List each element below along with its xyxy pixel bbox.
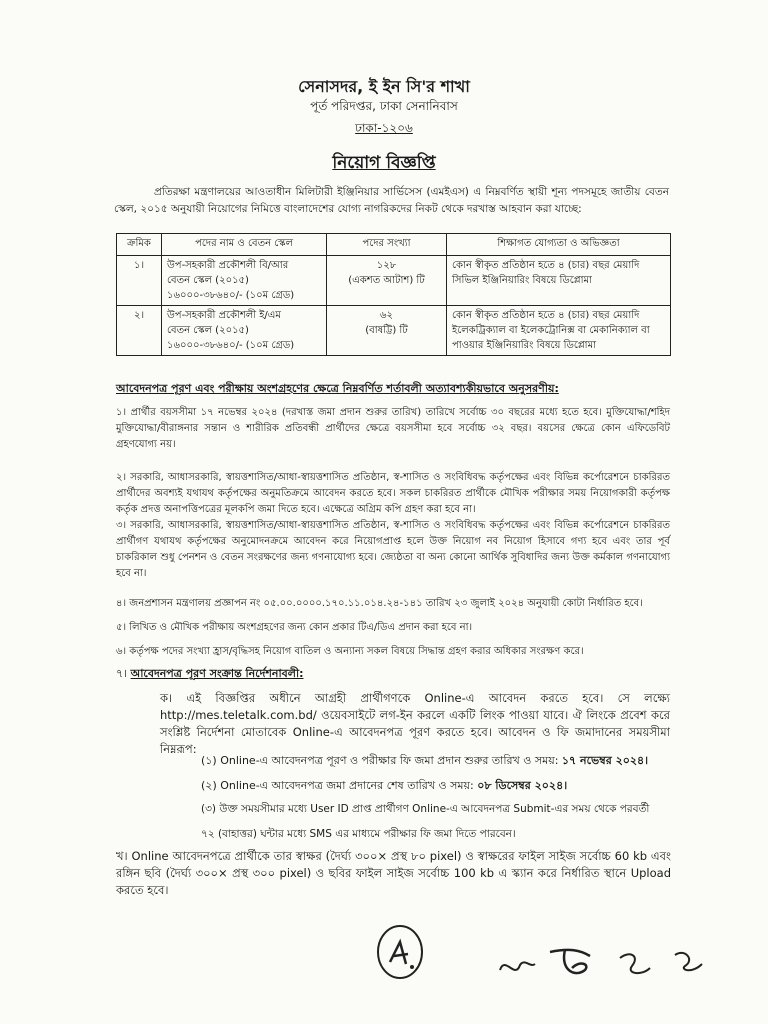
office-location: ঢাকা-১২০৬ [355, 121, 413, 135]
condition-3: ৩। সরকারি, আধাসরকারি, স্বায়ত্তশাসিত/আধা-স্বায়ত্তশাসিত প্রতিষ্ঠান, স্ব-শাসিত ও সংবিধিবদ্ধ কর্তৃপক্ষের এবং বিভিন্ন কর্পোরেশনে চাকরিরত প্রার্থীগণ যথাযথ কর্তৃপক্ষের অনুমোদনক্রমে আবেদন করে নিয়োগপ্রাপ্ত হলে উক্ত নিয়োগ নব নিয়োগ হিসাবে গণ্য হবে এবং তার পূর্ব চাকরিকাল শুধু পেনশন ও বেতন সংরক্ষণের জন্য গণনাযোগ্য হবে। জ্যেষ্ঠতা বা অন্য কোনো আর্থিক সুবিধাদির জন্য উক্ত কর্মকাল গণনাযোগ্য হবে না। [116, 520, 670, 579]
condition-1: ১। প্রার্থীর বয়সসীমা ১৭ নভেম্বর ২০২৪ (দরখাস্ত জমা প্রদান শুরুর তারিখ) তারিখে সর্বোচ্চ ৩০ বছরের মধ্যে হতে হবে। মুক্তিযোদ্ধা/শহিদ মুক্তিযোদ্ধা/বীরাঙ্গনার সন্তান ও শারীরিক প্রতিবন্ধী প্রার্থীদের ক্ষেত্রে বয়সসীমা হবে সর্বোচ্চ ৩২ বছর। বয়সের ক্ষেত্রে কোন এফিডেবিট গ্রহণযোগ্য নয়। [116, 407, 670, 450]
online-instruction-kha: খ। Online আবেদনপত্রে প্রার্থীকে তার স্বাক্ষর (দৈর্ঘ্য ৩০০× প্রস্থ ৮০ pixel) ও স্বাক্ষরের ফাইল সাইজ সর্বোচ্চ 60 kb এবং রঙ্গিন ছবি (দৈর্ঘ্য ৩০০× প্রস্থ ৩০০ pixel) ও ছবির ফাইল সাইজ সর্বোচ্চ 100 kb এ স্ক্যান করে নির্ধারিত স্থানে Upload করতে হবে। [116, 849, 671, 897]
initial-signature-icon [360, 922, 440, 982]
online-instruction-ka: ক। এই বিজ্ঞপ্তির অধীনে আগ্রহী প্রার্থীগণকে Online-এ আবেদন করতে হবে। সে লক্ষ্যে http://mes.teletalk.com.bd/ ওয়েবসাইটে লগ-ইন করলে একটি লিংক পাওয়া যাবে। ঐ লিংকে প্রবেশ করে সংশ্লিষ্ট নির্দেশনা মোতাবেক Online-এ আবেদনপত্র পূরণ করতে হবে। আবেদন ও ফি জমাদানের সময়সীমা নিম্নরূপ: [160, 691, 670, 756]
signatures-icon [480, 930, 720, 990]
page-title: নিয়োগ বিজ্ঞপ্তি [332, 153, 436, 173]
serial-cell: ১। [117, 256, 162, 306]
table-header-row [117, 234, 671, 256]
col-count-header: পদের সংখ্যা [327, 234, 447, 256]
table-row [117, 306, 671, 356]
col-serial-header: ক্রমিক [117, 234, 162, 256]
col-qualification-header: শিক্ষাগত যোগ্যতা ও অভিজ্ঞতা [447, 234, 671, 256]
table-row [117, 256, 671, 306]
online-fee-note-2: ৭২ (বাহাত্তর) ঘন্টার মধ্যে SMS এর মাধ্যমে পরীক্ষার ফি জমা দিতে পারবেন। [201, 828, 516, 840]
intro-paragraph: প্রতিরক্ষা মন্ত্রণালয়ের আওতাধীন মিলিটারী ইঞ্জিনিয়ার সার্ভিসেস (এমইএস) এ নিম্নবর্ণিত স্থায়ী শূন্য পদসমূহে জাতীয় বেতন স্কেল, ২০১৫ অনুযায়ী নিয়োগের নিমিত্তে বাংলাদেশের যোগ্য নাগরিকদের নিকট থেকে দরখাস্ত আহবান করা যাচ্ছে: [114, 186, 669, 215]
conditions-heading: আবেদনপত্র পূরণ এবং পরীক্ষায় অংশগ্রহণের ক্ষেত্রে নিম্নবর্ণিত শর্তাবলী অত্যাবশ্যকীয়ভাবে অনুসরণীয়: [116, 382, 559, 395]
online-start-date: (১) Online-এ আবেদনপত্র পূরণ ও পরীক্ষার ফি জমা প্রদান শুরুর তারিখ ও সময়: ১৭ নভেম্বর ২০২৪। [201, 754, 649, 767]
count-cell: ৬২ (বাষট্টি) টি [327, 306, 447, 356]
post-cell: উপ-সহকারী প্রকৌশলী বি/আর বেতন স্কেল (২০১৫) ১৬০০০-৩৮৬৪০/- (১০ম গ্রেড) [162, 256, 327, 306]
serial-cell: ২। [117, 306, 162, 356]
office-name: সেনাসদর, ই ইন সি'র শাখা [298, 77, 470, 96]
condition-4: ৪। জনপ্রশাসন মন্ত্রণালয় প্রজ্ঞাপন নং ০৫.০০.০০০০.১৭০.১১.০১৪.২৪-১৪১ তারিখ ২৩ জুলাই ২০২৪ অনুযায়ী কোটা নির্ধারিত হবে। [116, 598, 643, 609]
condition-5: ৫। লিখিত ও মৌখিক পরীক্ষায় অংশগ্রহণের জন্য কোন প্রকার টিএ/ডিএ প্রদান করা হবে না। [116, 622, 473, 633]
posts-table [116, 233, 671, 356]
office-subname: পূর্ত পরিদপ্তর, ঢাকা সেনানিবাস [310, 99, 458, 113]
condition-2: ২। সরকারি, আধাসরকারি, স্বায়ত্তশাসিত/আধা-স্বায়ত্তশাসিত প্রতিষ্ঠান, স্ব-শাসিত ও সংবিধিবদ্ধ কর্তৃপক্ষের এবং বিভিন্ন কর্পোরেশনে চাকরিরত প্রার্থীদের অবশ্যই যথাযথ কর্তৃপক্ষের অনুমতিক্রমে আবেদন করতে হবে। সকল চাকরিরত প্রার্থীকে মৌখিক পরীক্ষার সময় নিয়োগকারী কর্তৃপক্ষ কর্তৃক প্রদত্ত অনাপত্তিপত্রের মূলকপি জমা দিতে হবে। এক্ষেত্রে অগ্রিম কপি গ্রহণ করা হবে না। [116, 472, 670, 515]
online-end-date: (২) Online-এ আবেদনপত্র জমা প্রদানের শেষ তারিখ ও সময়: ০৮ ডিসেম্বর ২০২৪। [201, 779, 568, 792]
col-post-header: পদের নাম ও বেতন স্কেল [162, 234, 327, 256]
qualification-cell: কোন স্বীকৃত প্রতিষ্ঠান হতে ৪ (চার) বছর মেয়াদি সিভিল ইঞ্জিনিয়ারিং বিষয়ে ডিপ্লোমা [447, 256, 671, 306]
count-cell: ১২৮ (একশত আটাশ) টি [327, 256, 447, 306]
qualification-cell: কোন স্বীকৃত প্রতিষ্ঠান হতে ৪ (চার) বছর মেয়াদি ইলেকট্রিক্যাল বা ইলেকট্রোনিক্স বা মেকানিক্যাল বা পাওয়ার ইঞ্জিনিয়ারিং বিষয়ে ডিপ্লোমা [447, 306, 671, 356]
online-fee-note-1: (৩) উক্ত সময়সীমার মধ্যে User ID প্রাপ্ত প্রার্থীগণ Online-এ আবেদনপত্র Submit-এর সময় থেকে পরবর্তী [201, 803, 650, 815]
post-cell: উপ-সহকারী প্রকৌশলী ই/এম বেতন স্কেল (২০১৫) ১৬০০০-৩৮৬৪০/- (১০ম গ্রেড) [162, 306, 327, 356]
condition-6: ৬। কর্তৃপক্ষ পদের সংখ্যা হ্রাস/বৃদ্ধিসহ নিয়োগ বাতিল ও অন্যান্য সকল বিষয়ে সিদ্ধান্ত গ্রহণ করার অধিকার সংরক্ষণ করে। [116, 646, 584, 657]
condition-7: ৭। আবেদনপত্র পূরণ সংক্রান্ত নির্দেশনাবলী: [116, 667, 304, 680]
